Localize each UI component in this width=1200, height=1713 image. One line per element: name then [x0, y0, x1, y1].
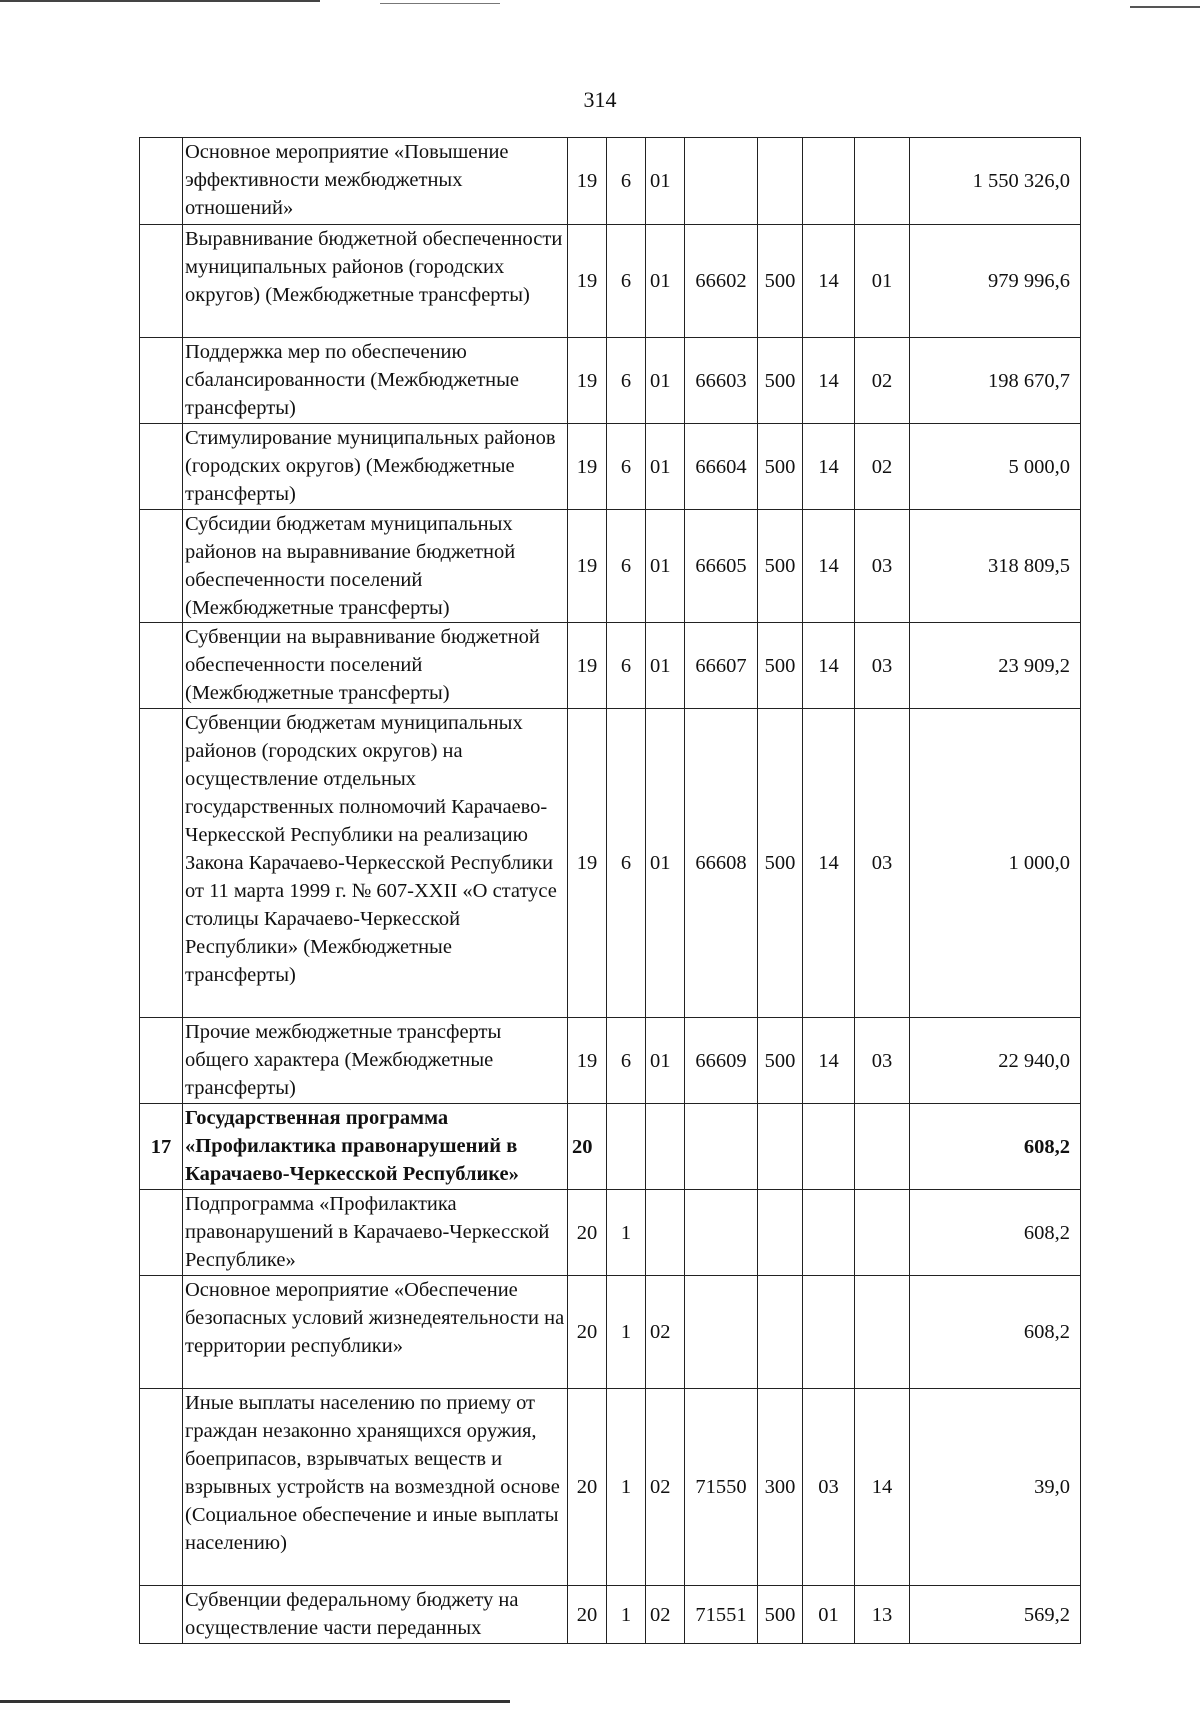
measure-code: [646, 1104, 685, 1190]
expense-type-code: 500: [758, 623, 803, 709]
direction-code: [685, 1276, 758, 1389]
direction-code: 66607: [685, 623, 758, 709]
section-code: 01: [803, 1586, 855, 1644]
measure-code: 02: [646, 1389, 685, 1586]
expense-type-code: [758, 1190, 803, 1276]
program-code: 19: [568, 623, 607, 709]
section-code: 14: [803, 225, 855, 338]
expense-type-code: 500: [758, 510, 803, 623]
amount: 608,2: [910, 1190, 1081, 1276]
expense-type-code: 500: [758, 225, 803, 338]
subsection-code: 03: [855, 510, 910, 623]
expense-type-code: 500: [758, 1018, 803, 1104]
subsection-code: [855, 1190, 910, 1276]
subsection-code: [855, 1104, 910, 1190]
measure-code: 01: [646, 138, 685, 225]
program-code: 19: [568, 510, 607, 623]
section-code: 14: [803, 709, 855, 1018]
subsection-code: 03: [855, 623, 910, 709]
subsection-code: 02: [855, 338, 910, 424]
amount: 39,0: [910, 1389, 1081, 1586]
expense-type-code: 500: [758, 338, 803, 424]
measure-code: 01: [646, 225, 685, 338]
program-code: 20: [568, 1586, 607, 1644]
section-code: 14: [803, 623, 855, 709]
measure-code: 01: [646, 1018, 685, 1104]
table-row: [140, 338, 1081, 424]
measure-code: [646, 1190, 685, 1276]
subprogram-code: 6: [607, 510, 646, 623]
section-code: [803, 138, 855, 225]
row-number: [140, 1276, 183, 1389]
measure-code: 01: [646, 510, 685, 623]
amount: 23 909,2: [910, 623, 1081, 709]
subsection-code: 13: [855, 1586, 910, 1644]
expense-type-code: [758, 1276, 803, 1389]
row-name: Иные выплаты населению по приему от граждан незаконно хранящихся оружия, боеприпасов, взрывчатых веществ и взрывных устройств на возмездной основе (Социальное обеспечение и иные выплаты населению): [183, 1389, 568, 1586]
row-number: [140, 1389, 183, 1586]
subprogram-code: 1: [607, 1586, 646, 1644]
program-code: 19: [568, 138, 607, 225]
row-number: [140, 1190, 183, 1276]
program-code: 19: [568, 1018, 607, 1104]
measure-code: 01: [646, 623, 685, 709]
row-name: Субвенции бюджетам муниципальных районов (городских округов) на осуществление отдельных государственных полномочий Карачаево-Черкесской Республики на реализацию Закона Карачаево-Черкесской Республики от 11 марта 1999 г. № 607-XXII «О статусе столицы Карачаево-Черкесской Республики» (Межбюджетные трансферты): [183, 709, 568, 1018]
expense-type-code: 500: [758, 1586, 803, 1644]
subprogram-code: 6: [607, 424, 646, 510]
measure-code: 02: [646, 1276, 685, 1389]
amount: 979 996,6: [910, 225, 1081, 338]
section-code: 14: [803, 1018, 855, 1104]
amount: 5 000,0: [910, 424, 1081, 510]
row-name: Субвенции федеральному бюджету на осуществление части переданных: [183, 1586, 568, 1644]
row-name: Субвенции на выравнивание бюджетной обеспеченности поселений (Межбюджетные трансферты): [183, 623, 568, 709]
row-number: [140, 510, 183, 623]
program-code: 20: [568, 1276, 607, 1389]
amount: 318 809,5: [910, 510, 1081, 623]
amount: 1 550 326,0: [910, 138, 1081, 225]
subprogram-code: [607, 1104, 646, 1190]
amount: 198 670,7: [910, 338, 1081, 424]
subprogram-code: 1: [607, 1389, 646, 1586]
table-row: [140, 1276, 1081, 1389]
program-code: 19: [568, 709, 607, 1018]
subsection-code: [855, 1276, 910, 1389]
row-name: Подпрограмма «Профилактика правонарушений в Карачаево-Черкесской Республике»: [183, 1190, 568, 1276]
table-row: [140, 1190, 1081, 1276]
measure-code: 01: [646, 424, 685, 510]
section-code: 14: [803, 338, 855, 424]
row-name: Государственная программа «Профилактика правонарушений в Карачаево-Черкесской Республике»: [183, 1104, 568, 1190]
direction-code: 66602: [685, 225, 758, 338]
section-code: 03: [803, 1389, 855, 1586]
subsection-code: 14: [855, 1389, 910, 1586]
row-name: Субсидии бюджетам муниципальных районов на выравнивание бюджетной обеспеченности поселений (Межбюджетные трансферты): [183, 510, 568, 623]
table-row: [140, 225, 1081, 338]
subprogram-code: 6: [607, 709, 646, 1018]
subprogram-code: 6: [607, 623, 646, 709]
subsection-code: 03: [855, 1018, 910, 1104]
section-code: [803, 1276, 855, 1389]
budget-table: [139, 137, 1081, 1644]
amount: 569,2: [910, 1586, 1081, 1644]
section-code: 14: [803, 424, 855, 510]
direction-code: 71550: [685, 1389, 758, 1586]
subprogram-code: 6: [607, 225, 646, 338]
program-code: 20: [568, 1190, 607, 1276]
section-code: 14: [803, 510, 855, 623]
section-code: [803, 1190, 855, 1276]
subsection-code: 03: [855, 709, 910, 1018]
measure-code: 01: [646, 709, 685, 1018]
expense-type-code: [758, 138, 803, 225]
scan-edge-top-left: [0, 0, 320, 2]
program-code: 19: [568, 424, 607, 510]
subsection-code: 01: [855, 225, 910, 338]
table-row: [140, 510, 1081, 623]
program-code: 20: [568, 1104, 607, 1190]
row-name: Поддержка мер по обеспечению сбалансированности (Межбюджетные трансферты): [183, 338, 568, 424]
table-row: [140, 1018, 1081, 1104]
measure-code: 01: [646, 338, 685, 424]
row-name: Основное мероприятие «Повышение эффективности межбюджетных отношений»: [183, 138, 568, 225]
amount: 608,2: [910, 1276, 1081, 1389]
row-number: [140, 424, 183, 510]
amount: 22 940,0: [910, 1018, 1081, 1104]
direction-code: 66605: [685, 510, 758, 623]
expense-type-code: 500: [758, 709, 803, 1018]
direction-code: 66604: [685, 424, 758, 510]
program-code: 19: [568, 225, 607, 338]
row-name: Основное мероприятие «Обеспечение безопасных условий жизнедеятельности на территории республики»: [183, 1276, 568, 1389]
subprogram-code: 6: [607, 338, 646, 424]
subprogram-code: 1: [607, 1190, 646, 1276]
subprogram-code: 6: [607, 1018, 646, 1104]
direction-code: [685, 138, 758, 225]
row-name: Стимулирование муниципальных районов (городских округов) (Межбюджетные трансферты): [183, 424, 568, 510]
row-number: [140, 225, 183, 338]
section-code: [803, 1104, 855, 1190]
expense-type-code: 500: [758, 424, 803, 510]
row-number: [140, 1586, 183, 1644]
row-number: [140, 709, 183, 1018]
direction-code: [685, 1104, 758, 1190]
table-body: [140, 138, 1081, 1644]
row-number: [140, 623, 183, 709]
expense-type-code: [758, 1104, 803, 1190]
direction-code: 66608: [685, 709, 758, 1018]
row-number: [140, 1018, 183, 1104]
measure-code: 02: [646, 1586, 685, 1644]
subsection-code: [855, 138, 910, 225]
table-row: [140, 424, 1081, 510]
subprogram-code: 6: [607, 138, 646, 225]
expense-type-code: 300: [758, 1389, 803, 1586]
direction-code: 66603: [685, 338, 758, 424]
row-number: [140, 338, 183, 424]
table-row: [140, 1586, 1081, 1644]
amount: 608,2: [910, 1104, 1081, 1190]
direction-code: [685, 1190, 758, 1276]
row-number: [140, 138, 183, 225]
row-number: 17: [140, 1104, 183, 1190]
table-row: [140, 1104, 1081, 1190]
direction-code: 71551: [685, 1586, 758, 1644]
subsection-code: 02: [855, 424, 910, 510]
table-row: [140, 138, 1081, 225]
table-row: [140, 1389, 1081, 1586]
direction-code: 66609: [685, 1018, 758, 1104]
table-row: [140, 623, 1081, 709]
row-name: Прочие межбюджетные трансферты общего характера (Межбюджетные трансферты): [183, 1018, 568, 1104]
program-code: 19: [568, 338, 607, 424]
page-number: 314: [583, 87, 617, 112]
row-name: Выравнивание бюджетной обеспеченности муниципальных районов (городских округов) (Межбюджетные трансферты): [183, 225, 568, 338]
program-code: 20: [568, 1389, 607, 1586]
scan-edge-top-right: [1130, 6, 1200, 8]
scan-edge-top-mid: [380, 3, 500, 4]
amount: 1 000,0: [910, 709, 1081, 1018]
subprogram-code: 1: [607, 1276, 646, 1389]
scan-edge-bottom: [0, 1700, 510, 1703]
table-row: [140, 709, 1081, 1018]
